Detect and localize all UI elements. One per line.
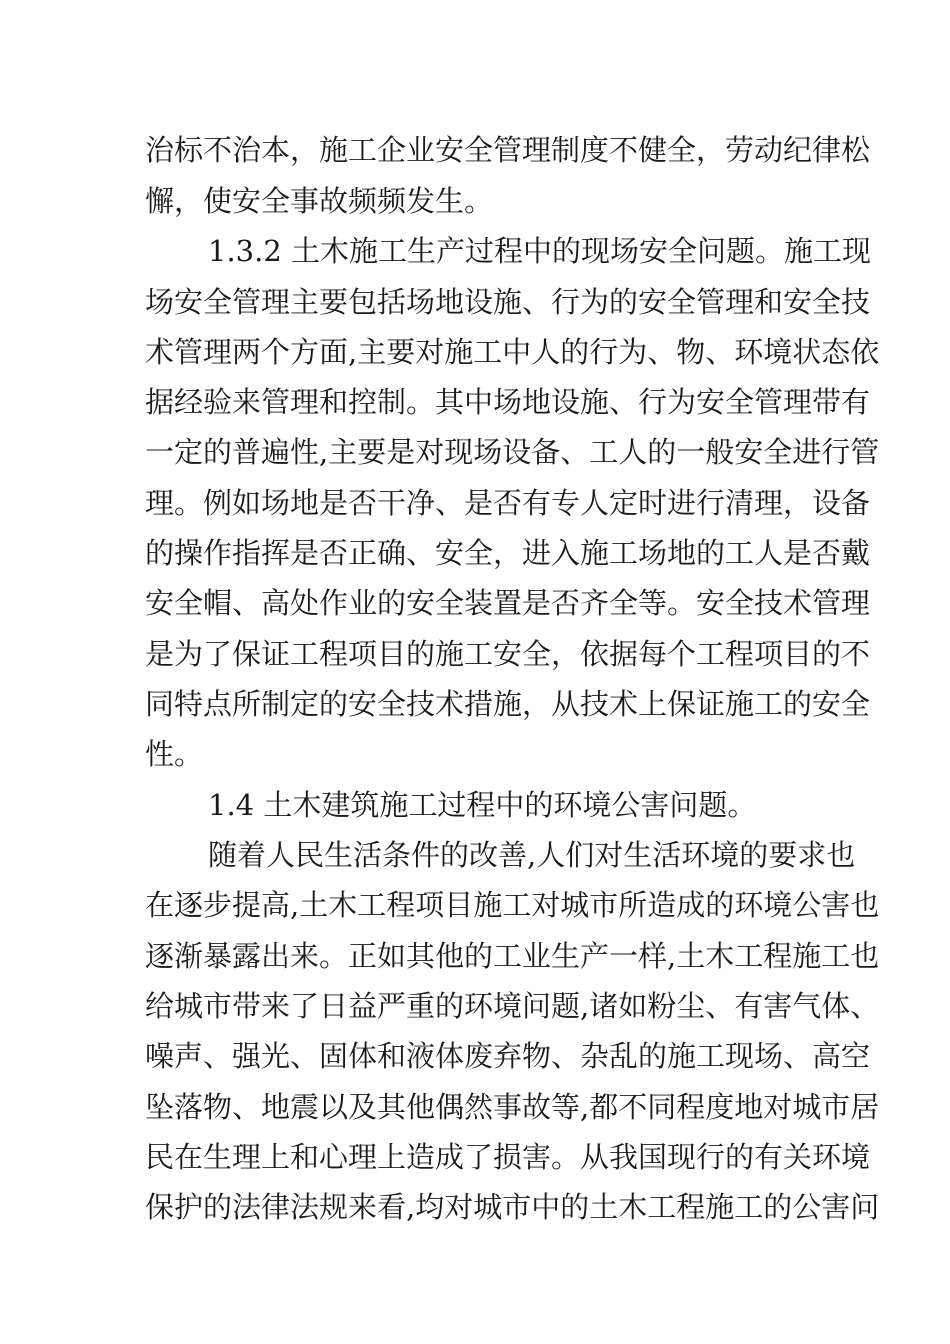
text-line: 安全帽、高处作业的安全装置是否齐全等。安全技术管理 (145, 586, 871, 620)
heading-1-4: 1.4 土木建筑施工过程中的环境公害问题。 (208, 788, 757, 822)
text-line: 据经验来管理和控制。其中场地设施、行为安全管理带有 (145, 385, 871, 419)
heading-1-3-2: 1.3.2 土木施工生产过程中的现场安全问题。施工现 (208, 234, 872, 268)
text-line: 一定的普遍性,主要是对现场设备、工人的一般安全进行管 (145, 435, 880, 469)
text-line: 保护的法律法规来看,均对城市中的土木工程施工的公害问 (145, 1190, 880, 1224)
text-line: 在逐步提高,土木工程项目施工对城市所造成的环境公害也 (145, 888, 880, 922)
text-line: 性。 (145, 737, 204, 771)
text-line: 噪声、强光、固体和液体废弃物、杂乱的施工现场、高空 (145, 1039, 871, 1073)
text-line: 同特点所制定的安全技术措施，从技术上保证施工的安全 (145, 687, 871, 721)
text-line: 术管理两个方面,主要对施工中人的行为、物、环境状态依 (145, 335, 880, 369)
text-line: 坠落物、地震以及其他偶然事故等,都不同程度地对城市居 (145, 1090, 880, 1124)
text-line: 的操作指挥是否正确、安全，进入施工场地的工人是否戴 (145, 536, 871, 570)
text-line: 是为了保证工程项目的施工安全，依据每个工程项目的不 (145, 637, 871, 671)
text-line: 理。例如场地是否干净、是否有专人定时进行清理，设备 (145, 486, 871, 520)
text-line: 随着人民生活条件的改善,人们对生活环境的要求也 (208, 838, 856, 872)
text-line: 治标不治本，施工企业安全管理制度不健全，劳动纪律松 (145, 133, 871, 167)
text-line: 场安全管理主要包括场地设施、行为的安全管理和安全技 (145, 285, 871, 319)
text-line: 懈，使安全事故频频发生。 (145, 184, 494, 218)
text-line: 逐渐暴露出来。正如其他的工业生产一样,土木工程施工也 (145, 939, 880, 973)
text-line: 民在生理上和心理上造成了损害。从我国现行的有关环境 (145, 1140, 871, 1174)
text-line: 给城市带来了日益严重的环境问题,诸如粉尘、有害气体、 (145, 989, 880, 1023)
